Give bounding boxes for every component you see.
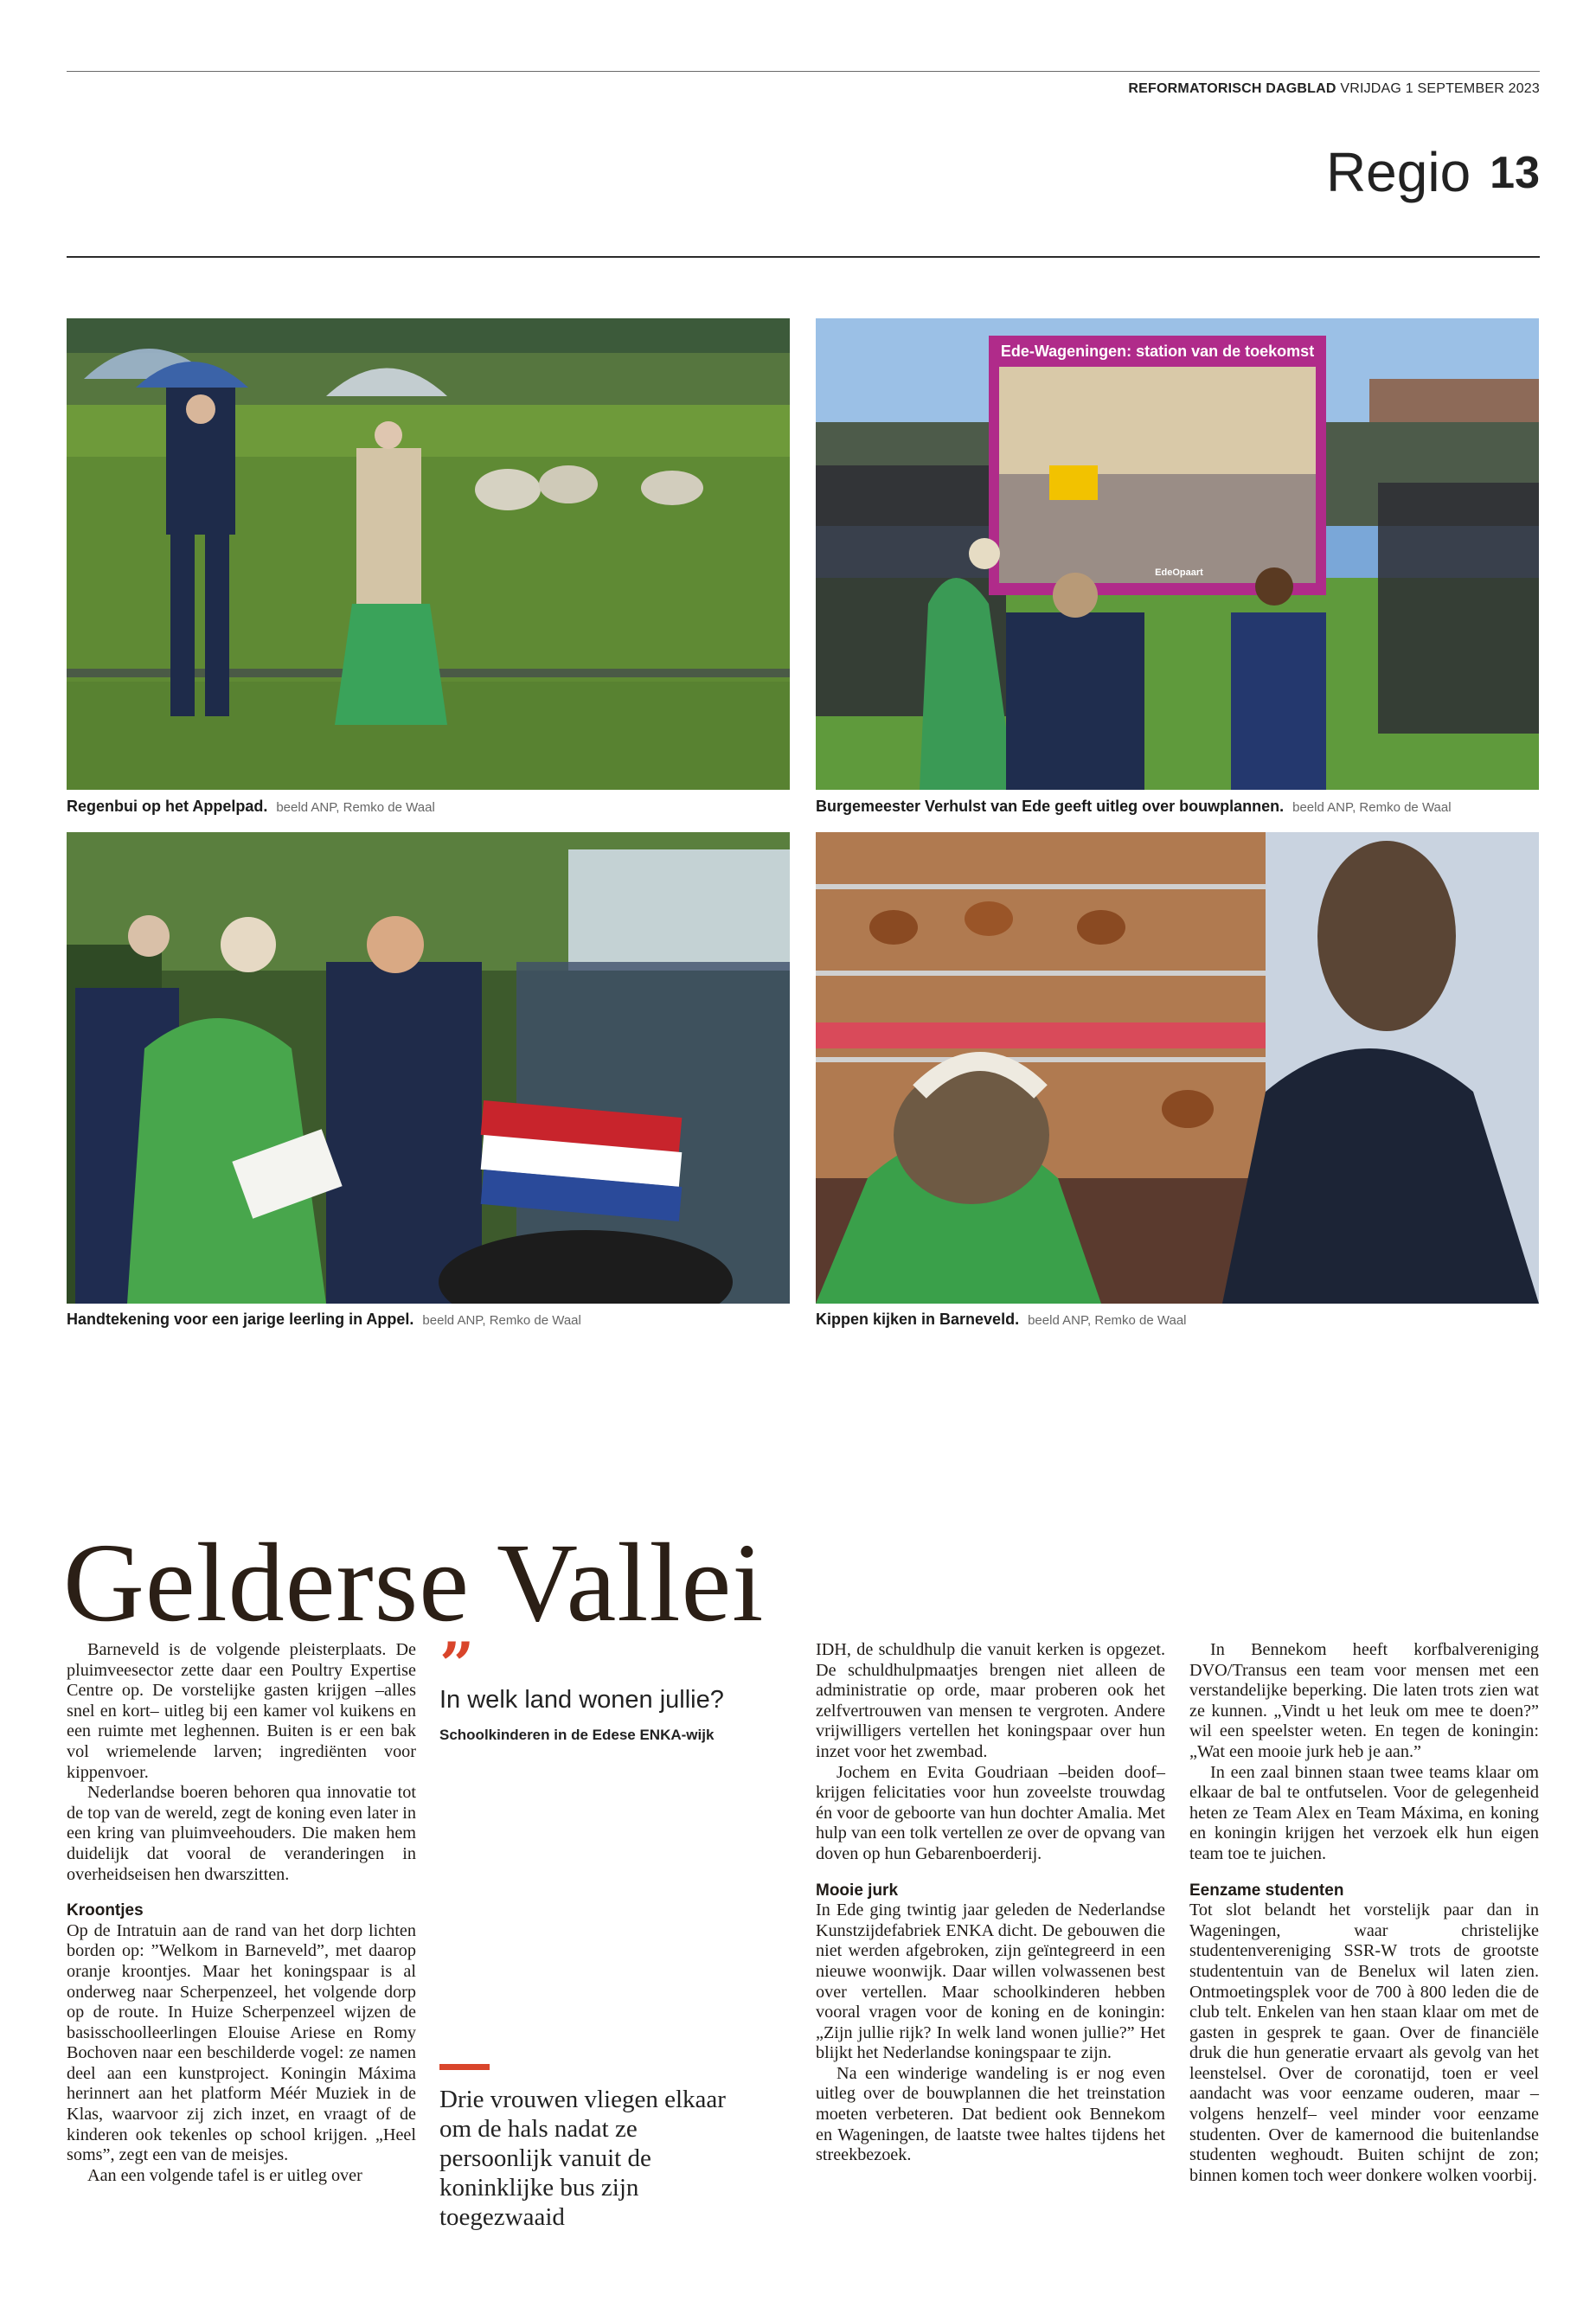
article-column-3 — [816, 1640, 1165, 2166]
section-name: Regio — [1325, 141, 1471, 203]
quote-source: Schoolkinderen in de Edese ENKA-wijk — [439, 1727, 715, 1743]
article-column-4 — [1189, 1640, 1539, 2186]
photo-station-plans — [816, 318, 1539, 790]
caption-title: Handtekening voor een jarige leerling in Appel. — [67, 1311, 414, 1328]
photo-credit: beeld ANP, Remko de Waal — [422, 1313, 581, 1328]
paragraph: Tot slot belandt het vorstelijk paar dan in Wageningen, waar christelijke studentenvereniging SSR-W trots de grootste studententuin van de Benelux wil laten zien. Ontmoetingsplek voor de 700 à 800 leden die de club telt. Enkelen van hen staan klaar om met de gasten in gesprek te gaan. Over de financiële druk die hun generatie ervaart als gevolg van het leenstelsel. Over de coronatijd, toen er veel aandacht was voor eenzame ouderen, maar –volgens henzelf– veel minder voor eenzame studenten. Over de kamernood die buitenlandse studenten weghoudt. Buiten schijnt de zon; binnen komen toch weer donkere wolken voorbij. — [1189, 1900, 1539, 2185]
caption-title: Regenbui op het Appelpad. — [67, 798, 268, 815]
photo-credit: beeld ANP, Remko de Waal — [1292, 800, 1452, 815]
quote-text: In welk land wonen jullie? — [439, 1686, 724, 1714]
page-number: 13 — [1490, 148, 1540, 198]
pullquote: Drie vrouwen vliegen elkaar om de hals nadat ze persoonlijk vanuit de koninklijke bus zijn toegezwaaid — [439, 2086, 726, 2231]
paragraph: Aan een volgende tafel is er uitleg over — [87, 2165, 362, 2185]
billboard-title: Ede-Wageningen: station van de toekomst — [1000, 343, 1315, 360]
photo-caption — [67, 1311, 581, 1329]
photo-caption — [816, 1311, 1187, 1329]
article-column-1 — [67, 1640, 416, 2186]
paragraph: Jochem en Evita Goudriaan –beiden doof– krijgen felicitaties voor hun zoveelste trouwdag én voor de geboorte van hun dochter Amalia. Met hulp van een tolk vertellen ze over de opvang van doven op hun Gebarenboerderij. — [816, 1762, 1165, 1863]
article-headline: Gelderse Vallei — [63, 1521, 765, 1646]
paragraph: Na een winderige wandeling is er nog even uitleg over de bouwplannen die het treinstation moeten verbeteren. Dat bedient ook Bennekom en Wageningen, de laatste twee haltes tijdens het streekbezoek. — [816, 2063, 1165, 2165]
subheading: Mooie jurk — [816, 1881, 899, 1900]
photo-autograph-appel — [67, 832, 790, 1304]
photo-caption — [67, 798, 435, 816]
photo-caption — [816, 798, 1452, 816]
header-rule — [67, 256, 1540, 258]
subheading: Eenzame studenten — [1189, 1881, 1344, 1900]
photo-rain-appelpad — [67, 318, 790, 790]
quote-mark: ” — [439, 1629, 475, 1701]
photo-credit: beeld ANP, Remko de Waal — [1028, 1313, 1187, 1328]
paragraph: In Bennekom heeft korfbalvereniging DVO/Transus een team voor mensen met een verstandelijke beperking. Die laten trots zien wat ze kunnen. „Vindt u het leuk om mee te doen?” wil een speelster weten. En tegen de koningin: „Wat een mooie jurk heb je aan.” — [1189, 1640, 1539, 1761]
masthead — [1128, 81, 1540, 97]
caption-title: Kippen kijken in Barneveld. — [816, 1311, 1020, 1328]
subheading: Kroontjes — [67, 1901, 144, 1920]
paragraph: Barneveld is de volgende pleisterplaats. De pluimveesector zette daar een Poultry Expertise Centre op. De vorstelijke gasten krijgen –alles snel en kort– uitleg bij een kamer vol kuikens en een ruimte met leghennen. Buiten is er een bak vol wriemelende larven; ingrediënten voor kippenvoer. — [67, 1640, 416, 1782]
paper-name: REFORMATORISCH DAGBLAD — [1128, 81, 1336, 96]
paragraph: In een zaal binnen staan twee teams klaar om elkaar de bal te ontfutselen. Voor de gelegenheid heten ze Team Alex en Team Máxima, en koning en koningin krijgen het verzoek elk hun eigen team toe te juichen. — [1189, 1762, 1539, 1863]
paragraph: IDH, de schuldhulp die vanuit kerken is opgezet. De schuldhulpmaatjes brengen niet alleen de administratie op orde, maar proberen ook het zelfvertrouwen van mensen te vergroten. Andere vrijwilligers vertellen het koningspaar over hun inzet voor het zwembad. — [816, 1640, 1165, 1761]
paragraph: Op de Intratuin aan de rand van het dorp lichten borden op: ”Welkom in Barneveld”, met daarop oranje kroontjes. Maar het koningspaar is al onderweg naar Scherpenzeel, het volgende dorp op de route. In Huize Scherpenzeel wijzen de basisschoolleerlingen Elouise Ariese en Romy Bochoven naar een beschilderde vogel: ze namen deel aan een kunstproject. Koningin Máxima herinnert aan het platform Méér Muziek in de Klas, waarvoor zij zich inzet, en vraagt of de kinderen ook tekenles op school krijgen. „Heel soms”, zegt een van de meisjes. — [67, 1920, 416, 2165]
photo-credit: beeld ANP, Remko de Waal — [276, 800, 435, 815]
paragraph: In Ede ging twintig jaar geleden de Nederlandse Kunstzijdefabriek ENKA dicht. De gebouwen die niet werden afgebroken, zijn geïntegreerd in een nieuwe woonwijk. Daar willen volwassenen best over vertellen. Maar schoolkinderen hebben vooral vragen voor de koning en de koningin: „Zijn jullie rijk? In welk land wonen jullie?” Het blijkt het Nederlandse koningspaar te zijn. — [816, 1900, 1165, 2063]
photo-chickens-barneveld — [816, 832, 1539, 1304]
billboard-brand: EdeOpaart — [1155, 567, 1203, 578]
top-rule — [67, 71, 1540, 72]
pullquote-accent — [439, 2064, 490, 2070]
paragraph: Nederlandse boeren behoren qua innovatie tot de top van de wereld, zegt de koning even later in een kring van pluimveehouders. Die maken hem duidelijk dat vooral de veranderingen in overheidseisen hen dwarszitten. — [67, 1783, 416, 1884]
issue-date: VRIJDAG 1 SEPTEMBER 2023 — [1340, 81, 1540, 96]
caption-title: Burgemeester Verhulst van Ede geeft uitleg over bouwplannen. — [816, 798, 1285, 815]
section-header — [1326, 140, 1540, 204]
